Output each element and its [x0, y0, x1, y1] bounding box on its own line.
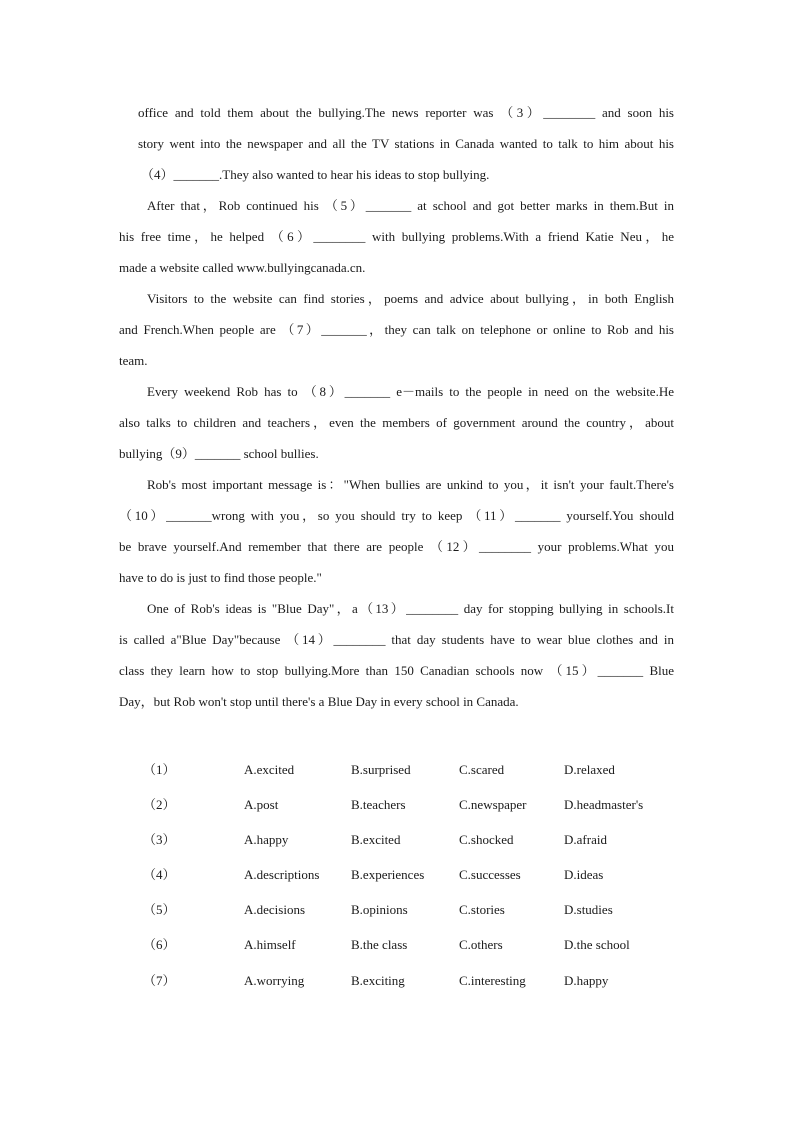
option-a: A.worrying [244, 972, 305, 988]
question-number: （4） [143, 867, 176, 883]
passage-line: have to do is just to find those people." [119, 570, 322, 585]
option-c: C.interesting [459, 972, 526, 988]
question-number: （7） [143, 972, 176, 988]
option-a: A.post [244, 797, 279, 813]
question-row [143, 862, 683, 897]
option-d: D.afraid [564, 832, 607, 848]
passage-line: office and told them about the bullying.The news reporter was （3）________ and soon his [138, 105, 674, 120]
option-c: C.scared [459, 762, 505, 777]
passage-line: also talks to children and teachers，even the members of government around the country，about [119, 415, 674, 430]
option-d: D.the school [564, 937, 630, 953]
question-number: （3） [143, 832, 176, 848]
passage-line: team. [119, 353, 148, 368]
option-a: A.descriptions [244, 867, 320, 883]
passage-line: his free time，he helped （6）________ with bullying problems.With a friend Katie Neu，he [119, 229, 674, 244]
option-b: B.opinions [351, 902, 408, 918]
passage-line: class they learn how to stop bullying.More than 150 Canadian schools now （15）_______ Blue [119, 663, 674, 678]
option-b: B.teachers [351, 797, 406, 813]
option-d: D.relaxed [564, 762, 615, 777]
passage-line: One of Rob's ideas is "Blue Day"，a（13）________ day for stopping bullying in schools.It [147, 601, 674, 616]
question-number: （5） [143, 902, 176, 918]
passage-line: After that，Rob continued his （5）_______ at school and got better marks in them.But in [147, 198, 674, 213]
passage-line: is called a"Blue Day"because （14）________ that day students have to wear blue clothes and in [119, 632, 674, 647]
question-number: （2） [143, 797, 176, 813]
option-c: C.stories [459, 902, 505, 918]
question-number: （1） [143, 762, 176, 777]
question-row [143, 827, 683, 862]
option-b: B.excited [351, 832, 401, 848]
option-c: C.newspaper [459, 797, 527, 813]
option-c: C.successes [459, 867, 521, 883]
passage-line: （4）_______.They also wanted to hear his ideas to stop bullying. [141, 167, 490, 182]
passage-line: Every weekend Rob has to （8）_______ e－mails to the people in need on the website.He [147, 384, 674, 399]
option-a: A.decisions [244, 902, 306, 918]
option-a: A.himself [244, 937, 296, 953]
question-row [143, 932, 683, 967]
passage-line: Day，but Rob won't stop until there's a Blue Day in every school in Canada. [119, 694, 519, 709]
question-row [143, 968, 683, 1003]
passage-line: story went into the newspaper and all the TV stations in Canada wanted to talk to him about his [138, 136, 674, 151]
option-a: A.excited [244, 762, 295, 777]
option-d: D.studies [564, 902, 613, 918]
option-d: D.happy [564, 972, 609, 988]
question-row [143, 757, 683, 792]
option-c: C.others [459, 937, 503, 953]
option-d: D.ideas [564, 867, 604, 883]
option-c: C.shocked [459, 832, 514, 848]
passage-line: bullying（9）_______ school bullies. [119, 446, 319, 461]
question-row [143, 792, 683, 827]
passage-line: Rob's most important message is："When bullies are unkind to you，it isn't your fault.There's [147, 477, 674, 492]
reading-passage [119, 100, 674, 720]
option-a: A.happy [244, 832, 289, 848]
passage-line: Visitors to the website can find stories，poems and advice about bullying，in both English [147, 291, 674, 306]
passage-line: made a website called www.bullyingcanada.cn. [119, 260, 366, 275]
option-d: D.headmaster's [564, 797, 644, 813]
passage-line: be brave yourself.And remember that there are people （12）________ your problems.What you [119, 539, 674, 554]
option-b: B.the class [351, 937, 408, 953]
option-b: B.exciting [351, 972, 405, 988]
question-number: （6） [143, 937, 176, 953]
option-b: B.surprised [351, 762, 411, 777]
passage-line: （10）_______wrong with you，so you should try to keep （11）_______ yourself.You should [119, 508, 674, 523]
option-b: B.experiences [351, 867, 425, 883]
question-options [143, 757, 683, 1003]
question-row [143, 897, 683, 932]
passage-line: and French.When people are （7）_______，they can talk on telephone or online to Rob and his [119, 322, 674, 337]
